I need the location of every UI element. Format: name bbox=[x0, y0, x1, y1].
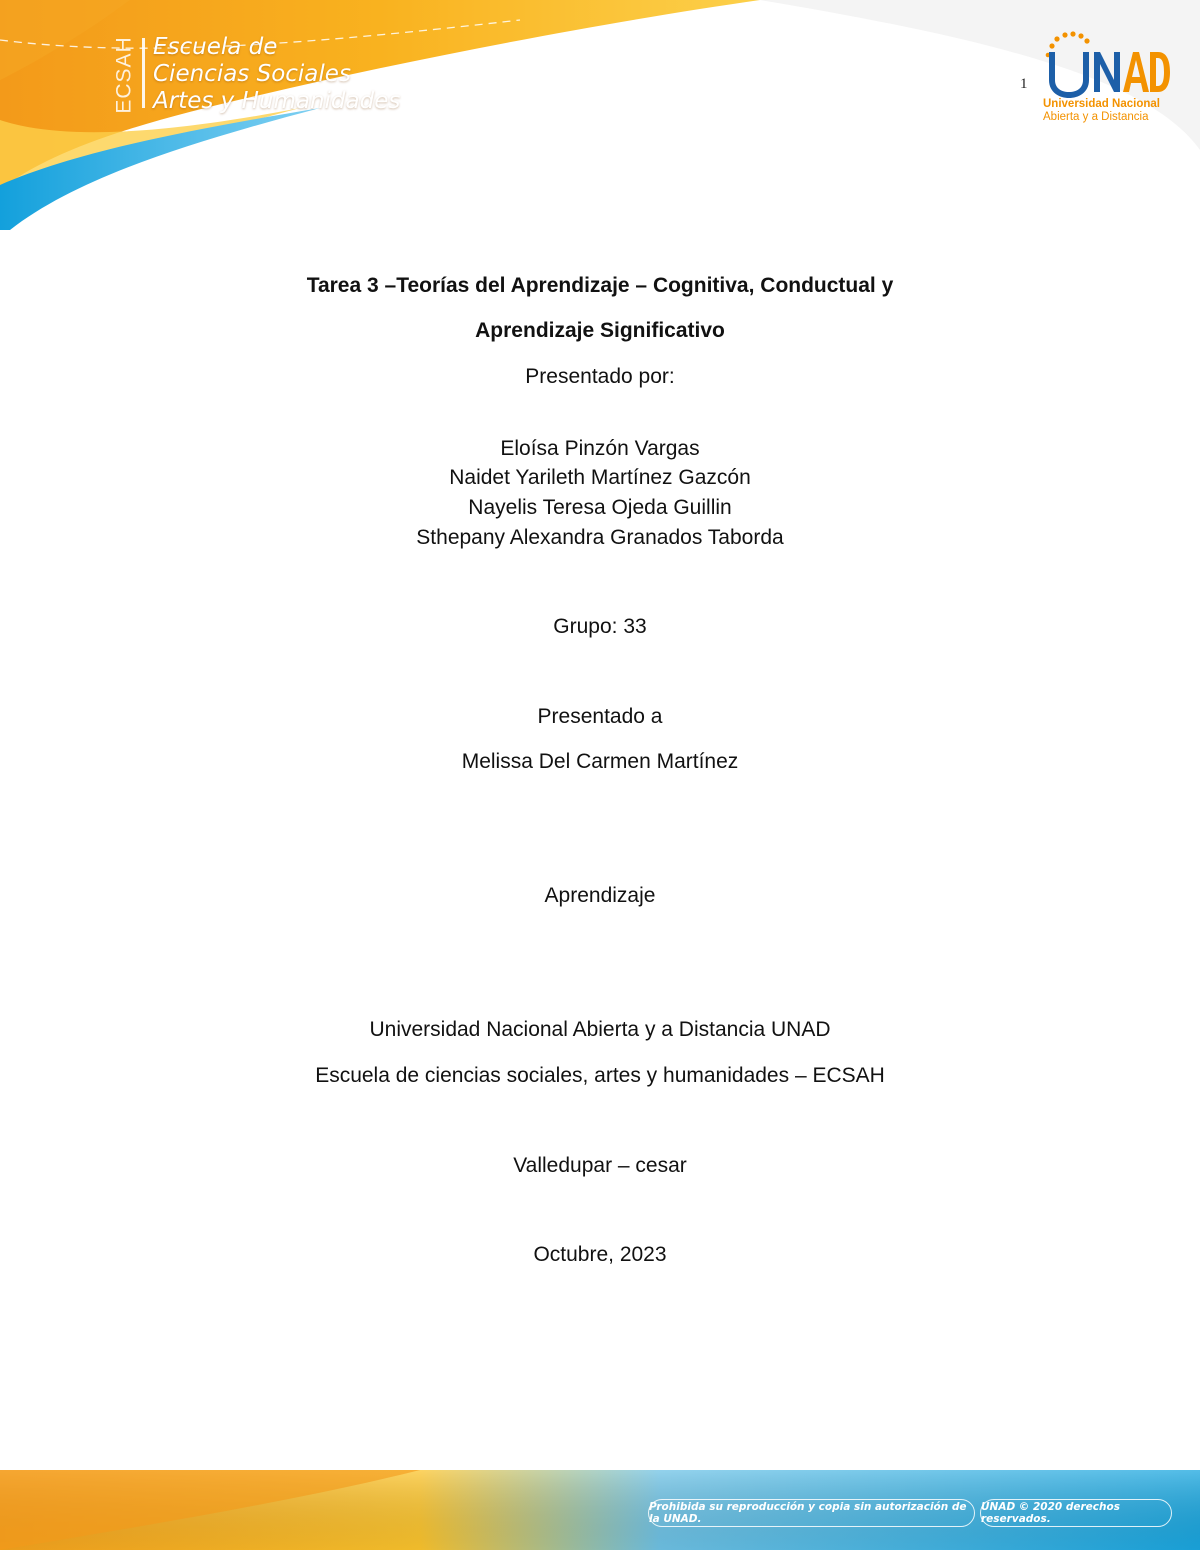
page-number: 1 bbox=[1020, 76, 1028, 92]
unad-subtitle-line-2: Abierta y a Distancia bbox=[1043, 111, 1149, 123]
date: Octubre, 2023 bbox=[533, 1243, 667, 1266]
author-name: Nayelis Teresa Ojeda Guillin bbox=[468, 496, 732, 519]
school-name bbox=[153, 34, 400, 115]
title-line-1: Tarea 3 –Teorías del Aprendizaje – Cognitiva, Conductual y bbox=[306, 274, 894, 297]
author-name: Eloísa Pinzón Vargas bbox=[500, 437, 700, 460]
group-number: Grupo: 33 bbox=[553, 615, 647, 638]
unad-subtitle-line-1: Universidad Nacional bbox=[1043, 98, 1160, 110]
page-header bbox=[0, 0, 1200, 230]
footer-notice: Prohibida su reproducción y copia sin autorización de la UNAD. bbox=[648, 1499, 975, 1527]
unad-logo-subtitle bbox=[1043, 98, 1173, 124]
school-line-3: Artes y Humanidades bbox=[153, 88, 401, 114]
author-name: Sthepany Alexandra Granados Taborda bbox=[416, 526, 784, 549]
teacher-name: Melissa Del Carmen Martínez bbox=[461, 750, 739, 773]
footer-copyright: UNAD © 2020 derechos reservados. bbox=[980, 1499, 1172, 1527]
course-name: Aprendizaje bbox=[544, 884, 656, 907]
university-name: Universidad Nacional Abierta y a Distancia UNAD bbox=[369, 1018, 831, 1041]
presented-by-label: Presentado por: bbox=[525, 365, 675, 388]
title-line-2: Aprendizaje Significativo bbox=[475, 319, 725, 342]
school-line-1: Escuela de bbox=[153, 34, 278, 60]
presented-to-label: Presentado a bbox=[537, 705, 663, 728]
ecsah-vertical-label: ECSAH bbox=[113, 36, 137, 114]
page-footer bbox=[0, 1470, 1200, 1550]
unad-logo-mark bbox=[1040, 30, 1170, 100]
author-name: Naidet Yarileth Martínez Gazcón bbox=[449, 466, 751, 489]
school-full-name: Escuela de ciencias sociales, artes y humanidades – ECSAH bbox=[315, 1064, 885, 1087]
school-line-2: Ciencias Sociales bbox=[153, 61, 351, 87]
city: Valledupar – cesar bbox=[513, 1154, 687, 1177]
